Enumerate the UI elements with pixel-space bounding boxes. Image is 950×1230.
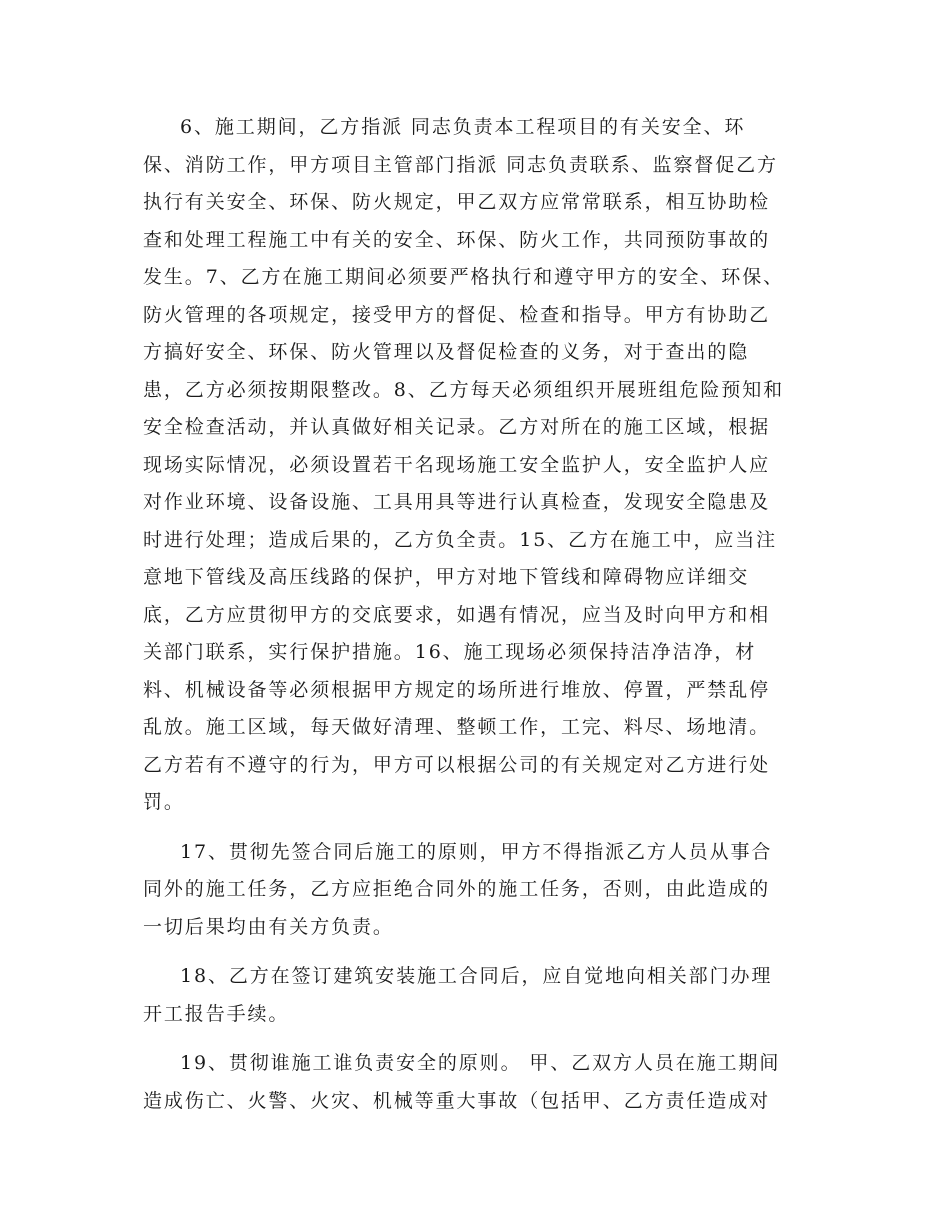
paragraph-18-line-1: 18、乙方在签订建筑安装施工合同后，应自觉地向相关部门办理	[180, 965, 773, 987]
paragraph-6-line-14: 底，乙方应贯彻甲方的交底要求，如遇有情况，应当及时向甲方和相	[143, 604, 771, 626]
paragraph-6-line-19: 罚。	[143, 791, 185, 813]
paragraph-6-line-1: 6、施工期间，乙方指派 同志负责本工程项目的有关安全、环	[180, 116, 746, 138]
paragraph-6-line-9: 安全检查活动，并认真做好相关记录。乙方对所在的施工区域，根据	[143, 416, 771, 438]
paragraph-17-line-1: 17、贯彻先签合同后施工的原则，甲方不得指派乙方人员从事合	[180, 841, 773, 863]
paragraph-6-line-17: 乱放。施工区域，每天做好清理、整顿工作，工完、料尽、场地清。	[143, 716, 771, 738]
paragraph-6-line-16: 料、机械设备等必须根据甲方规定的场所进行堆放、停置，严禁乱停	[143, 679, 771, 701]
paragraph-6-line-3: 执行有关安全、环保、防火规定，甲乙双方应常常联系，相互协助检	[143, 191, 771, 213]
paragraph-6-line-7: 方搞好安全、环保、防火管理以及督促检查的义务，对于查出的隐	[143, 341, 750, 363]
paragraph-6-line-8: 患，乙方必须按期限整改。8、乙方每天必须组织开展班组危险预知和	[143, 379, 784, 401]
paragraph-6-line-10: 现场实际情况，必须设置若干名现场施工安全监护人，安全监护人应	[143, 454, 771, 476]
paragraph-6-line-5: 发生。7、乙方在施工期间必须要严格执行和遵守甲方的安全、环保、	[143, 266, 784, 288]
paragraph-18-line-2: 开工报告手续。	[143, 1003, 290, 1025]
paragraph-6-line-6: 防火管理的各项规定，接受甲方的督促、检查和指导。甲方有协助乙	[143, 304, 771, 326]
paragraph-6-line-13: 意地下管线及高压线路的保护，甲方对地下管线和障碍物应详细交	[143, 566, 750, 588]
paragraph-6-line-4: 查和处理工程施工中有关的安全、环保、防火工作，共同预防事故的	[143, 229, 771, 251]
paragraph-17-line-2: 同外的施工任务，乙方应拒绝合同外的施工任务，否则，由此造成的	[143, 878, 771, 900]
paragraph-19-line-2: 造成伤亡、火警、火灾、机械等重大事故（包括甲、乙方责任造成对	[143, 1090, 771, 1112]
paragraph-6-line-15: 关部门联系，实行保护措施。16、施工现场必须保持洁净洁净，材	[143, 641, 757, 663]
paragraph-6-line-2: 保、消防工作，甲方项目主管部门指派 同志负责联系、监察督促乙方	[143, 154, 778, 176]
paragraph-6-line-11: 对作业环境、设备设施、工具用具等进行认真检查，发现安全隐患及	[143, 491, 771, 513]
paragraph-17-line-3: 一切后果均由有关方负责。	[143, 916, 394, 938]
paragraph-6-line-12: 时进行处理；造成后果的，乙方负全责。15、乙方在施工中，应当注	[143, 529, 778, 551]
paragraph-19-line-1: 19、贯彻谁施工谁负责安全的原则。 甲、乙双方人员在施工期间	[180, 1052, 781, 1074]
paragraph-6-line-18: 乙方若有不遵守的行为，甲方可以根据公司的有关规定对乙方进行处	[143, 754, 771, 776]
